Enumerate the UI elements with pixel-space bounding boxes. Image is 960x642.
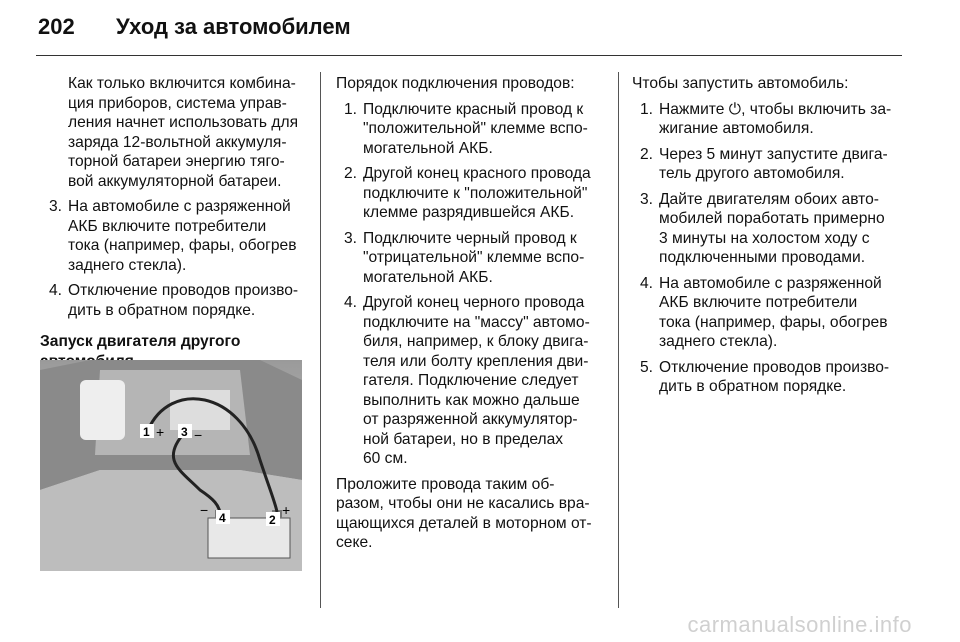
header-rule	[36, 55, 902, 56]
text-line: клемме разрядившейся АКБ.	[363, 204, 575, 221]
figure-label: 3	[181, 425, 188, 439]
text-line: гателя. Подключение следует	[363, 372, 579, 389]
plus-sign: +	[156, 424, 165, 440]
page-title: Уход за автомобилем	[116, 14, 351, 39]
text-line: щающихся деталей в моторном от-	[336, 514, 592, 532]
item-text	[68, 281, 306, 320]
column-2	[336, 74, 606, 559]
text-line: тока (например, фары, обогрев	[659, 313, 888, 331]
item-number: 2.	[343, 165, 357, 182]
list-item	[632, 358, 904, 397]
item-number: 2.	[639, 145, 653, 163]
minus-sign: −	[194, 427, 203, 443]
figure-label: 4	[219, 511, 226, 525]
list-item	[336, 100, 606, 159]
column-divider	[320, 72, 321, 608]
item-number: 1.	[343, 100, 357, 118]
text-line: Через 5 минут запустите двига-	[659, 145, 888, 163]
text-line: тока (например, фары, обогрев	[68, 237, 297, 254]
text-line: Подключите черный провод к	[363, 229, 577, 247]
text-line: ция приборов, система управ-	[68, 94, 287, 112]
column-divider	[618, 72, 619, 608]
item-text	[659, 190, 904, 268]
text-line: Отключение проводов произво-	[68, 282, 299, 299]
text-line: Другой конец черного провода	[363, 294, 585, 311]
list-item	[336, 293, 606, 469]
item-text	[659, 145, 904, 184]
engine-bay-drawing	[40, 360, 302, 571]
text-line: Отключение проводов произво-	[659, 358, 890, 376]
text-line: На автомобиле с разряженной	[68, 198, 291, 215]
item-number: 3.	[48, 198, 62, 215]
minus-sign: −	[200, 502, 209, 518]
text-line: заряда 12-вольтной аккумуля-	[68, 133, 287, 151]
text-line: вой аккумуляторной батареи.	[68, 172, 282, 190]
text-line: АКБ включите потребители	[659, 294, 858, 311]
text-line: На автомобиле с разряженной	[659, 274, 882, 292]
text-line: жигание автомобиля.	[659, 120, 814, 137]
column-1	[40, 74, 306, 381]
text-line: подключите к "положительной"	[363, 184, 588, 202]
list-item	[336, 164, 606, 223]
text-line: Нажмите ⏻, чтобы включить за-	[659, 100, 892, 118]
text-line: могательной АКБ.	[363, 268, 493, 286]
item-number: 4.	[343, 294, 357, 311]
item-number: 3.	[343, 229, 357, 247]
jump-start-illustration	[40, 360, 302, 571]
text-line: Запуск двигателя другого	[40, 333, 241, 350]
item-text	[363, 229, 606, 288]
plus-sign: +	[282, 502, 291, 518]
column-3	[632, 74, 904, 403]
col2-closing	[336, 475, 606, 553]
list-item	[632, 145, 904, 184]
list-item	[632, 274, 904, 352]
fluid-reservoir	[80, 380, 125, 440]
list-item	[40, 281, 306, 320]
text-line: тель другого автомобиля.	[659, 165, 845, 182]
text-line: АКБ включите потребители	[68, 217, 267, 235]
page-header	[0, 0, 960, 60]
item-text	[659, 274, 904, 352]
text-line: ления начнет использовать для	[68, 114, 299, 131]
text-line: торной батареи энергию тяго-	[68, 153, 285, 170]
text-line: от разряженной аккумулятор-	[363, 411, 578, 428]
item-text	[363, 293, 606, 469]
item-text	[659, 358, 904, 397]
item-number: 1.	[639, 100, 653, 118]
text-line: 3 минуты на холостом ходу с	[659, 229, 870, 247]
figure-label: 1	[143, 425, 150, 439]
text-line: "положительной" клемме вспо-	[363, 120, 588, 137]
col2-intro: Порядок подключения проводов:	[336, 75, 575, 92]
text-line: подключите на "массу" автомо-	[363, 313, 590, 331]
text-line: дить в обратном порядке.	[659, 378, 847, 395]
text-line: мобилей поработать примерно	[659, 210, 885, 227]
item-number: 3.	[639, 190, 653, 208]
text-line: "отрицательной" клемме вспо-	[363, 249, 585, 266]
list-item	[40, 197, 306, 275]
text-line: подключенными проводами.	[659, 249, 866, 266]
list-item	[336, 229, 606, 288]
item-text	[363, 164, 606, 223]
col3-intro: Чтобы запустить автомобиль:	[632, 75, 849, 92]
text-line: заднего стекла).	[659, 333, 778, 350]
watermark: carmanualsonline.info	[687, 612, 912, 637]
item-number: 4.	[639, 274, 653, 292]
list-item	[632, 100, 904, 139]
page-number: 202	[38, 14, 75, 39]
text-line: Как только включится комбина-	[68, 75, 296, 92]
text-line: дить в обратном порядке.	[68, 301, 256, 319]
item-text	[659, 100, 904, 139]
text-line: выполнить как можно дальше	[363, 391, 580, 409]
col1-paragraph	[68, 74, 306, 191]
text-line: могательной АКБ.	[363, 139, 493, 157]
list-item	[632, 190, 904, 268]
text-line: Дайте двигателям обоих авто-	[659, 190, 879, 208]
item-text	[363, 100, 606, 159]
text-line: биля, например, к блоку двига-	[363, 333, 589, 350]
text-line: Другой конец красного провода	[363, 165, 591, 182]
text-line: теля или болту крепления дви-	[363, 352, 589, 370]
figure-label: 2	[269, 513, 276, 527]
item-number: 4.	[48, 282, 62, 299]
item-number: 5.	[639, 358, 653, 376]
text-line: Подключите красный провод к	[363, 100, 584, 118]
text-line: Проложите провода таким об-	[336, 475, 555, 493]
text-line: секе.	[336, 534, 373, 551]
text-line: разом, чтобы они не касались вра-	[336, 495, 590, 512]
text-line: заднего стекла).	[68, 256, 187, 274]
text-line: 60 см.	[363, 450, 408, 467]
text-line: ной батареи, но в пределах	[363, 430, 564, 448]
item-text	[68, 197, 306, 275]
